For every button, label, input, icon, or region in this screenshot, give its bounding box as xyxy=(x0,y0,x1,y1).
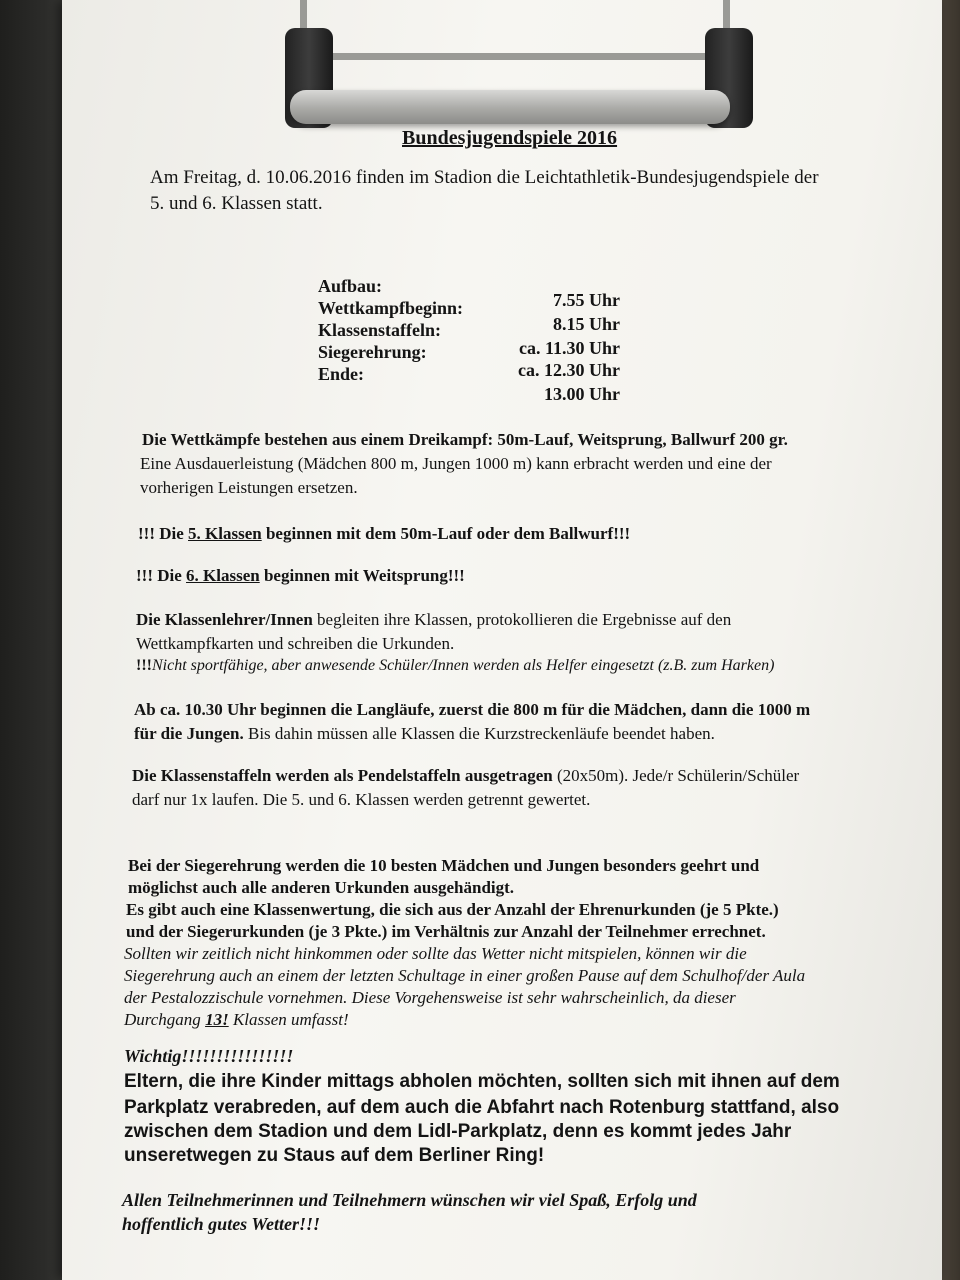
wichtig-heading: Wichtig!!!!!!!!!!!!!!!! xyxy=(124,1046,294,1066)
siegerehrung-last-suffix: Klassen umfasst! xyxy=(228,1010,349,1029)
lehrer-exclaim: !!! xyxy=(136,657,152,674)
siegerehrung-bold-line: Bei der Siegerehrung werden die 10 besten Mädchen und Jungen besonders geehrt und xyxy=(128,856,760,875)
klasse6-suffix: beginnen mit Weitsprung!!! xyxy=(259,566,465,585)
staffel-line-1 xyxy=(132,766,799,786)
staffel-bold: Die Klassenstaffeln werden als Pendelstaffeln ausgetragen xyxy=(132,766,553,785)
schedule-time: ca. 12.30 Uhr xyxy=(518,360,620,380)
schedule-time: ca. 11.30 Uhr xyxy=(519,338,620,358)
intro-line-2: 5. und 6. Klassen statt. xyxy=(150,193,323,214)
klasse5-underlined: 5. Klassen xyxy=(188,524,262,543)
klasse6-prefix: !!! Die xyxy=(136,566,187,585)
schedule-label: Klassenstaffeln: xyxy=(318,320,441,340)
langlauf-line-1: Ab ca. 10.30 Uhr beginnen die Langläufe, zuerst die 800 m für die Mädchen, dann die 1000 m xyxy=(134,700,811,719)
schedule-time: 13.00 Uhr xyxy=(544,384,620,404)
siegerehrung-bold-line: Es gibt auch eine Klassenwertung, die sich aus der Anzahl der Ehrenurkunden (je 5 Pkte.) xyxy=(126,900,779,919)
lehrer-italic: Nicht sportfähige, aber anwesende Schüler/Innen werden als Helfer eingesetzt (z.B. zum Harken) xyxy=(151,657,775,674)
lehrer-rest: begleiten ihre Klassen, protokollieren die Ergebnisse auf den xyxy=(312,610,732,629)
staffel-rest: (20x50m). Jede/r Schülerin/Schüler xyxy=(552,766,800,785)
langlauf-bold: für die Jungen. xyxy=(134,724,244,743)
page-title: Bundesjugendspiele 2016 xyxy=(402,127,618,149)
siegerehrung-last-underlined: 13! xyxy=(205,1010,229,1029)
lehrer-line-3 xyxy=(136,656,774,676)
siegerehrung-bold-line: möglichst auch alle anderen Urkunden ausgehändigt. xyxy=(128,878,515,897)
schedule-label: Siegerehrung: xyxy=(318,342,427,362)
wichtig-line: zwischen dem Stadion und dem Lidl-Parkplatz, denn es kommt jedes Jahr xyxy=(124,1121,792,1142)
schedule-label: Ende: xyxy=(318,364,365,384)
lehrer-line-2: Wettkampfkarten und schreiben die Urkunden. xyxy=(136,634,455,653)
lehrer-line-1 xyxy=(136,610,731,630)
lehrer-bold: Die Klassenlehrer/Innen xyxy=(136,610,313,629)
closing-line-2: hoffentlich gutes Wetter!!! xyxy=(122,1214,321,1234)
wettkampf-line-2: Eine Ausdauerleistung (Mädchen 800 m, Jungen 1000 m) kann erbracht werden und eine der xyxy=(140,454,772,473)
wichtig-line: Parkplatz verabreden, auf dem auch die Abfahrt nach Rotenburg stattfand, also xyxy=(124,1097,840,1118)
staffel-line-2: darf nur 1x laufen. Die 5. und 6. Klassen werden getrennt gewertet. xyxy=(132,790,591,809)
closing-line-1: Allen Teilnehmerinnen und Teilnehmern wünschen wir viel Spaß, Erfolg und xyxy=(122,1190,697,1210)
clip-plate xyxy=(290,90,730,124)
schedule-time: 7.55 Uhr xyxy=(553,290,620,310)
klasse5-note xyxy=(138,524,630,544)
wichtig-line: unseretwegen zu Staus auf dem Berliner Ring! xyxy=(124,1145,545,1166)
schedule-label: Aufbau: xyxy=(318,276,383,296)
siegerehrung-last-prefix: Durchgang xyxy=(124,1010,206,1029)
langlauf-rest: Bis dahin müssen alle Klassen die Kurzstreckenläufe beendet haben. xyxy=(243,724,715,743)
siegerehrung-italic-line: Sollten wir zeitlich nicht hinkommen oder sollte das Wetter nicht mitspielen, können wir die xyxy=(124,944,747,963)
schedule-label: Wettkampfbeginn: xyxy=(318,298,464,318)
wettkampf-line-1: Die Wettkämpfe bestehen aus einem Dreikampf: 50m-Lauf, Weitsprung, Ballwurf 200 gr. xyxy=(142,430,788,449)
langlauf-line-2 xyxy=(134,724,715,744)
klasse6-underlined: 6. Klassen xyxy=(186,566,260,585)
siegerehrung-italic-line: der Pestalozzischule vornehmen. Diese Vorgehensweise ist sehr wahrscheinlich, da dieser xyxy=(124,988,736,1007)
wichtig-line: Eltern, die ihre Kinder mittags abholen möchten, sollten sich mit ihnen auf dem xyxy=(124,1071,840,1092)
clipboard-edge-left xyxy=(0,0,70,1280)
klasse5-suffix: beginnen mit dem 50m-Lauf oder dem Ballwurf!!! xyxy=(261,524,631,543)
klasse6-note xyxy=(136,566,465,586)
intro-line-1: Am Freitag, d. 10.06.2016 finden im Stadion die Leichtathletik-Bundesjugendspiele der xyxy=(150,167,819,188)
clip-wire xyxy=(300,0,730,60)
siegerehrung-italic-line: Siegerehrung auch an einem der letzten Schultage in einer großen Pause auf dem Schulhof/der Aula xyxy=(124,966,806,985)
wettkampf-line-3: vorherigen Leistungen ersetzen. xyxy=(140,478,358,497)
schedule-time: 8.15 Uhr xyxy=(553,314,620,334)
klasse5-prefix: !!! Die xyxy=(138,524,189,543)
siegerehrung-last-line xyxy=(124,1010,349,1030)
siegerehrung-bold-line: und der Siegerurkunden (je 3 Pkte.) im Verhältnis zur Anzahl der Teilnehmer errechnet. xyxy=(126,922,766,941)
